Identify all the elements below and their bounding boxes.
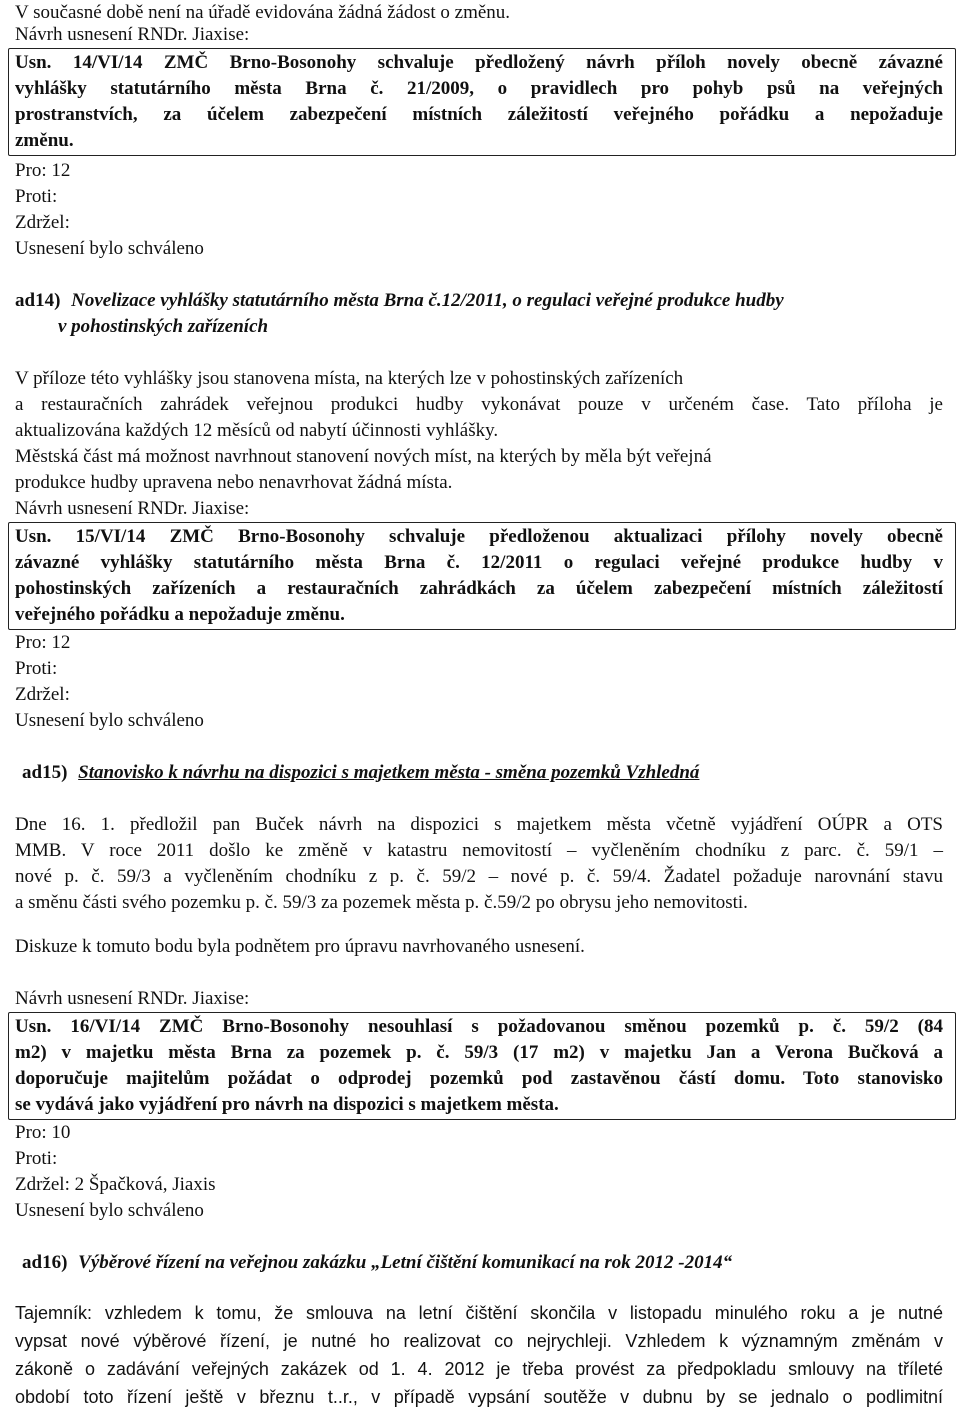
ad16-body-4: období toto řízení ještě v březnu t..r., v případě vypsání soutěže v dubnu by se jednalo o podlimitní xyxy=(15,1387,943,1407)
resolution-result-14: Usnesení bylo schváleno xyxy=(15,238,204,259)
ad15-body-3: nové p. č. 59/3 a vyčleněním chodníku z p. č. 59/2 – nové p. č. 59/4. Žadatel požaduje narovnání stavu xyxy=(15,866,943,887)
agenda-item-14-title-cont: v pohostinských zařízeních xyxy=(58,316,269,337)
ad14-body-5: produkce hudby upravena nebo nenavrhovat žádná místa. xyxy=(15,472,453,493)
ad16-body-1: Tajemník: vzhledem k tomu, že smlouva na letní čištění skončila v listopadu minulého roku a je nutné xyxy=(15,1303,943,1323)
resolution-14-line-4: změnu. xyxy=(15,130,74,151)
resolution-15-line-1: Usn. 15/VI/14 ZMČ Brno-Bosonohy schvaluje předloženou aktualizaci přílohy novely obecně xyxy=(15,526,943,547)
ad15-body-1: Dne 16. 1. předložil pan Buček návrh na dispozici s majetkem města včetně vyjádření OÚPR a OTS xyxy=(15,814,943,835)
vote-abstain-14: Zdržel: xyxy=(15,212,70,233)
resolution-15-line-4: veřejného pořádku a nepožaduje změnu. xyxy=(15,604,345,625)
ad14-body-3: aktualizována každých 12 měsíců od nabytí účinnosti vyhlášky. xyxy=(15,420,499,441)
ad15-body-4: a směnu části svého pozemku p. č. 59/3 za pozemek města p. č.59/2 po obrysu jeho nemovitosti. xyxy=(15,892,748,913)
ad16-body-3: zákoně o zadávání veřejných zakázek od 1. 4. 2012 je třeba provést za předpokladu smlouvy na tříleté xyxy=(15,1359,943,1379)
vote-against-15: Proti: xyxy=(15,658,58,679)
resolution-14-line-3: prostranstvích, za účelem zabezpečení místních záležitostí veřejného pořádku a nepožaduje xyxy=(15,104,943,125)
ad16-body-2: vypsat nové výběrové řízení, je nutné ho realizovat co nejrychleji. Vzhledem k významným změnám v xyxy=(15,1331,943,1351)
ad14-body-1: V příloze této vyhlášky jsou stanovena místa, na kterých lze v pohostinských zařízeních xyxy=(15,368,684,389)
vote-abstain-15: Zdržel: xyxy=(15,684,70,705)
resolution-15-line-2: závazné vyhlášky statutárního města Brna č. 12/2011 o regulaci veřejné produkce hudby v xyxy=(15,552,943,573)
proposal-label: Návrh usnesení RNDr. Jiaxise: xyxy=(15,24,250,45)
no-request-note: V současné době není na úřadě evidována žádná žádost o změnu. xyxy=(15,2,511,23)
vote-for-14: Pro: 12 xyxy=(15,160,71,181)
vote-for-15: Pro: 12 xyxy=(15,632,71,653)
resolution-16-line-4: se vydává jako vyjádření pro návrh na dispozici s majetkem města. xyxy=(15,1094,559,1115)
resolution-14-line-1: Usn. 14/VI/14 ZMČ Brno-Bosonohy schvaluje předložený návrh příloh novely obecně závazné xyxy=(15,52,943,73)
agenda-item-15-title: Stanovisko k návrhu na dispozici s majetkem města - směna pozemků Vzhledná xyxy=(78,762,700,783)
agenda-item-16-number: ad16) xyxy=(22,1252,68,1273)
ad15-discussion: Diskuze k tomuto bodu byla podnětem pro úpravu navrhovaného usnesení. xyxy=(15,936,585,957)
agenda-item-14-heading xyxy=(15,288,784,314)
resolution-16-line-2: m2) v majetku města Brna za pozemek p. č. 59/3 (17 m2) v majetku Jan a Verona Bučková a xyxy=(15,1042,943,1063)
agenda-item-14-title: Novelizace vyhlášky statutárního města Brna č.12/2011, o regulaci veřejné produkce hudby xyxy=(71,290,784,311)
resolution-14-line-2: vyhlášky statutárního města Brna č. 21/2009, o pravidlech pro pohyb psů na veřejných xyxy=(15,78,943,99)
resolution-16-line-1: Usn. 16/VI/14 ZMČ Brno-Bosonohy nesouhlasí s požadovanou směnou pozemků p. č. 59/2 (84 xyxy=(15,1016,943,1037)
agenda-item-14-number: ad14) xyxy=(15,290,61,311)
agenda-item-15-heading xyxy=(22,760,699,786)
resolution-result-15: Usnesení bylo schváleno xyxy=(15,710,204,731)
resolution-16-line-3: doporučuje majitelům požádat o odprodej pozemků pod zastavěnou částí domu. Toto stanovisko xyxy=(15,1068,943,1089)
ad14-body-2: a restauračních zahrádek veřejnou produkci hudby vykonávat pouze v určeném čase. Tato příloha je xyxy=(15,394,943,415)
proposal-label-15: Návrh usnesení RNDr. Jiaxise: xyxy=(15,498,250,519)
vote-against-16: Proti: xyxy=(15,1148,58,1169)
agenda-item-16-heading xyxy=(22,1250,732,1276)
vote-for-16: Pro: 10 xyxy=(15,1122,71,1143)
agenda-item-15-number: ad15) xyxy=(22,762,68,783)
proposal-label-16: Návrh usnesení RNDr. Jiaxise: xyxy=(15,988,250,1009)
vote-abstain-16: Zdržel: 2 Špačková, Jiaxis xyxy=(15,1174,216,1195)
vote-against-14: Proti: xyxy=(15,186,58,207)
resolution-result-16: Usnesení bylo schváleno xyxy=(15,1200,204,1221)
agenda-item-16-title: Výběrové řízení na veřejnou zakázku „Letní čištění komunikací na rok 2012 -2014“ xyxy=(78,1252,733,1273)
resolution-15-line-3: pohostinských zařízeních a restauračních zahrádkách za účelem zabezpečení místních záležitostí xyxy=(15,578,943,599)
ad15-body-2: MMB. V roce 2011 došlo ke změně v katastru nemovitostí – vyčleněním chodníku z parc. č. 59/1 – xyxy=(15,840,943,861)
ad14-body-4: Městská část má možnost navrhnout stanovení nových míst, na kterých by měla být veřejná xyxy=(15,446,712,467)
